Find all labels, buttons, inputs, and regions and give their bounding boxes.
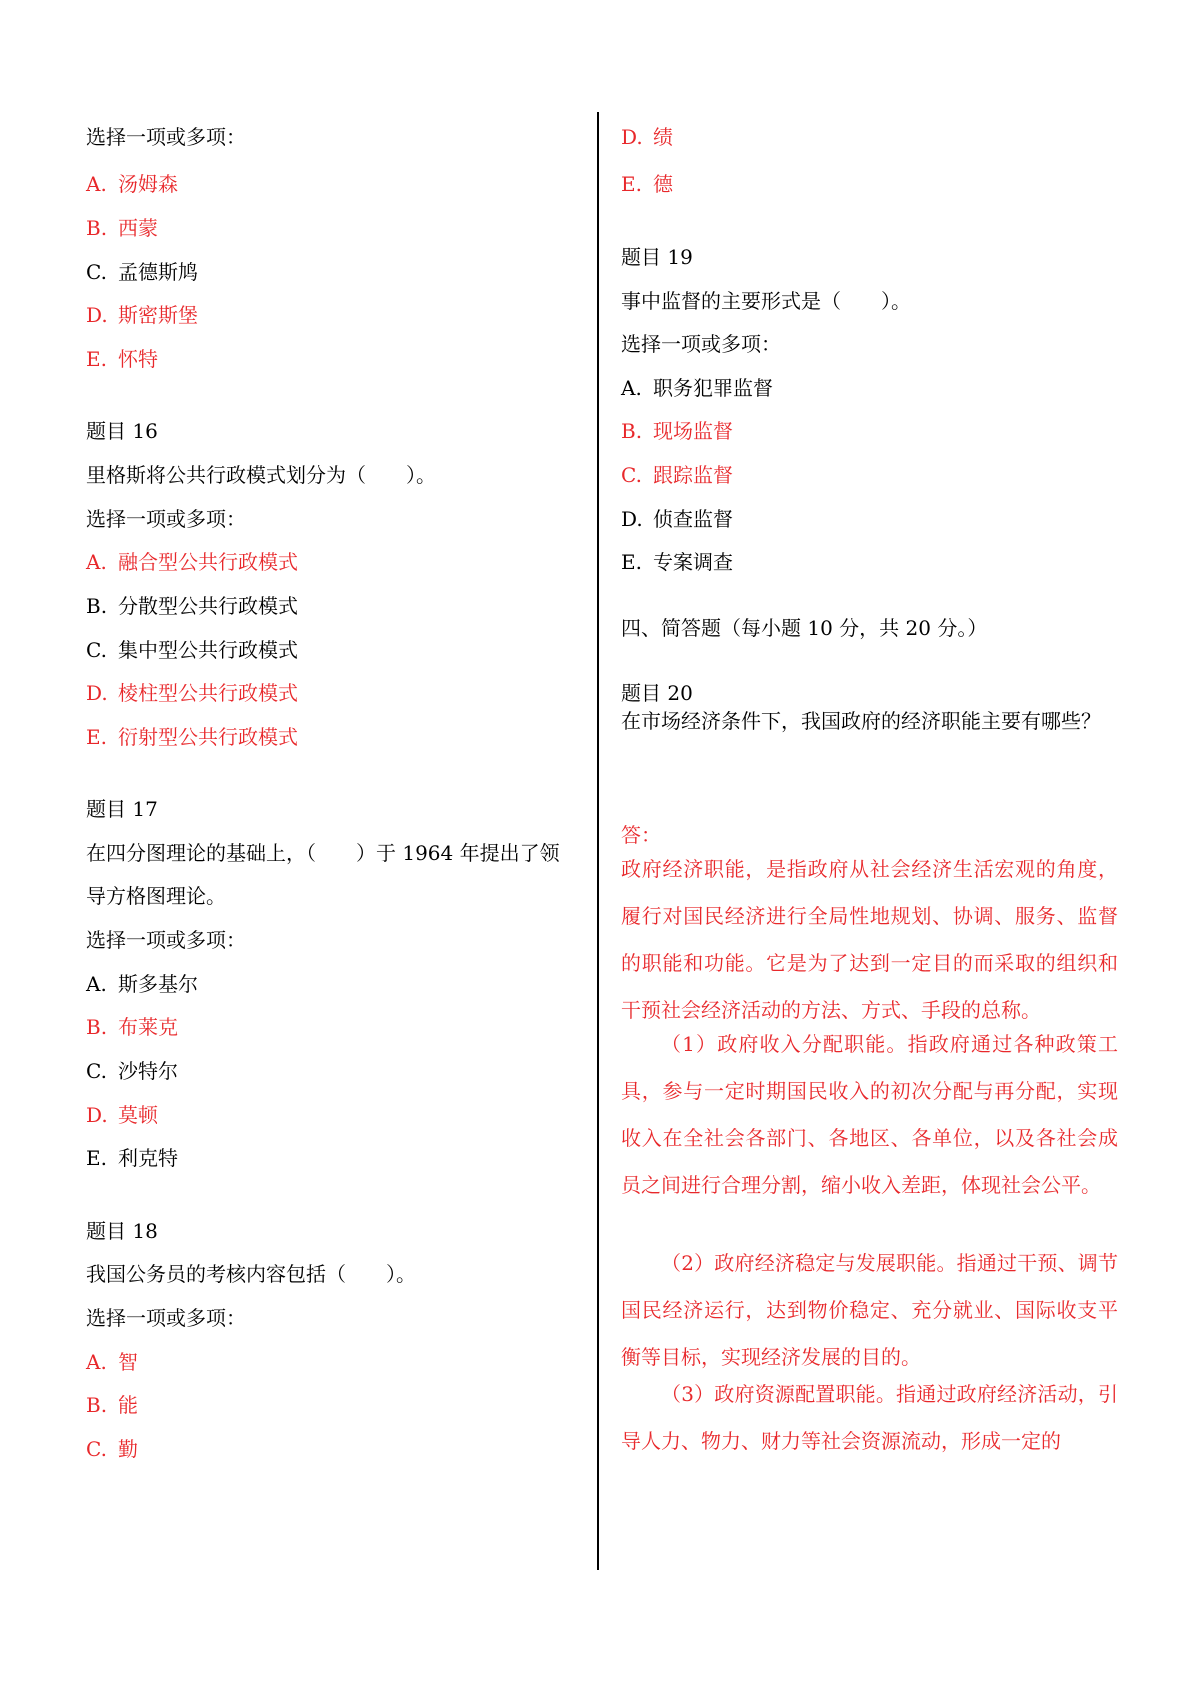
option-letter: C. (86, 638, 107, 662)
q19-option-e[interactable] (621, 549, 733, 575)
section-heading: 四、简答题（每小题 10 分，共 20 分。） (621, 616, 988, 640)
q16-option-c[interactable] (86, 637, 298, 663)
q17-prompt: 选择一项或多项： (86, 928, 246, 952)
q18-option-e[interactable] (621, 171, 673, 197)
q18-option-c[interactable] (86, 1436, 138, 1462)
q17-option-a[interactable] (86, 971, 198, 997)
q16-option-d[interactable] (86, 680, 298, 706)
option-text: 职务犯罪监督 (653, 376, 773, 400)
option-letter: A. (86, 1350, 107, 1374)
q18-title: 题目 18 (86, 1219, 158, 1243)
option-text: 棱柱型公共行政模式 (118, 681, 298, 705)
q18-option-a[interactable] (86, 1349, 138, 1375)
option-letter: B. (86, 1015, 108, 1039)
q19-option-b[interactable] (621, 418, 733, 444)
option-text: 孟德斯鸠 (118, 260, 198, 284)
q16-option-b[interactable] (86, 593, 298, 619)
option-letter: D. (86, 1103, 108, 1127)
q17-option-c[interactable] (86, 1058, 178, 1084)
option-text: 能 (118, 1393, 138, 1417)
option-text: 怀特 (118, 347, 158, 371)
q20-answer-paragraph-2: （1）政府收入分配职能。指政府通过各种政策工具，参与一定时期国民收入的初次分配与再分配，实现收入在全社会各部门、各地区、各单位，以及各社会成员之间进行合理分割，缩小收入差距，体现社会公平。 (621, 1032, 1118, 1197)
option-letter: D. (86, 681, 108, 705)
option-letter: C. (86, 260, 107, 284)
q20-answer-label: 答： (621, 823, 661, 847)
q19-option-a[interactable] (621, 375, 773, 401)
option-letter: B. (86, 216, 108, 240)
option-letter: B. (86, 594, 108, 618)
q15-option-c[interactable] (86, 259, 198, 285)
q15-option-a[interactable] (86, 171, 178, 197)
option-text: 西蒙 (118, 216, 158, 240)
option-letter: E. (86, 725, 107, 749)
option-text: 斯密斯堡 (118, 303, 198, 327)
option-text: 分散型公共行政模式 (118, 594, 298, 618)
q20-title: 题目 20 (621, 681, 693, 705)
q16-option-e[interactable] (86, 724, 298, 750)
option-text: 莫顿 (118, 1103, 158, 1127)
option-letter: E. (621, 172, 642, 196)
q19-question: 事中监督的主要形式是（ ）。 (621, 289, 911, 313)
option-letter: C. (621, 463, 642, 487)
option-letter: D. (621, 507, 643, 531)
option-letter: A. (86, 550, 107, 574)
option-letter: D. (621, 125, 643, 149)
option-letter: A. (86, 972, 107, 996)
option-text: 智 (118, 1350, 138, 1374)
q20-answer-paragraph-1: 政府经济职能，是指政府从社会经济生活宏观的角度，履行对国民经济进行全局性地规划、协调、服务、监督的职能和功能。它是为了达到一定目的而采取的组织和干预社会经济活动的方法、方式、手段的总称。 (621, 857, 1118, 1022)
q17-option-e[interactable] (86, 1145, 178, 1171)
q16-question: 里格斯将公共行政模式划分为（ ）。 (86, 463, 436, 487)
option-text: 跟踪监督 (653, 463, 733, 487)
option-text: 侦查监督 (653, 507, 733, 531)
q17-option-d[interactable] (86, 1102, 158, 1128)
q16-prompt: 选择一项或多项： (86, 507, 246, 531)
option-letter: E. (86, 347, 107, 371)
option-letter: C. (86, 1059, 107, 1083)
q15-option-d[interactable] (86, 302, 198, 328)
option-letter: E. (86, 1146, 107, 1170)
q18-prompt: 选择一项或多项： (86, 1306, 246, 1330)
q16-title: 题目 16 (86, 419, 158, 443)
option-letter: C. (86, 1437, 107, 1461)
q15-option-e[interactable] (86, 346, 158, 372)
option-text: 斯多基尔 (118, 972, 198, 996)
option-letter: B. (621, 419, 643, 443)
option-text: 勤 (118, 1437, 138, 1461)
option-text: 专案调查 (653, 550, 733, 574)
option-text: 利克特 (118, 1146, 178, 1170)
q16-option-a[interactable] (86, 549, 298, 575)
q17-question-line1: 在四分图理论的基础上，（ ）于 1964 年提出了领 (86, 841, 560, 865)
q19-prompt: 选择一项或多项： (621, 332, 781, 356)
q19-option-c[interactable] (621, 462, 733, 488)
option-letter: A. (621, 376, 642, 400)
option-text: 集中型公共行政模式 (118, 638, 298, 662)
q17-title: 题目 17 (86, 797, 158, 821)
option-text: 现场监督 (653, 419, 733, 443)
q18-question: 我国公务员的考核内容包括（ ）。 (86, 1262, 416, 1286)
column-divider (597, 112, 599, 1570)
q20-answer-paragraph-4: （3）政府资源配置职能。指通过政府经济活动，引导人力、物力、财力等社会资源流动，形成一定的 (621, 1382, 1118, 1453)
option-text: 德 (653, 172, 673, 196)
option-letter: D. (86, 303, 108, 327)
option-text: 沙特尔 (118, 1059, 178, 1083)
option-letter: B. (86, 1393, 108, 1417)
q15-prompt: 选择一项或多项： (86, 125, 246, 149)
q18-option-d[interactable] (621, 124, 673, 150)
q19-option-d[interactable] (621, 506, 733, 532)
q19-title: 题目 19 (621, 245, 693, 269)
q20-question: 在市场经济条件下，我国政府的经济职能主要有哪些？ (621, 709, 1101, 733)
option-text: 汤姆森 (118, 172, 178, 196)
q17-option-b[interactable] (86, 1014, 178, 1040)
option-letter: A. (86, 172, 107, 196)
option-text: 绩 (653, 125, 673, 149)
q20-answer-paragraph-3: （2）政府经济稳定与发展职能。指通过干预、调节国民经济运行，达到物价稳定、充分就业、国际收支平衡等目标，实现经济发展的目的。 (621, 1251, 1118, 1369)
q15-option-b[interactable] (86, 215, 158, 241)
q17-question-line2: 导方格图理论。 (86, 884, 226, 908)
q18-option-b[interactable] (86, 1392, 138, 1418)
option-text: 融合型公共行政模式 (118, 550, 298, 574)
option-text: 布莱克 (118, 1015, 178, 1039)
option-letter: E. (621, 550, 642, 574)
option-text: 衍射型公共行政模式 (118, 725, 298, 749)
